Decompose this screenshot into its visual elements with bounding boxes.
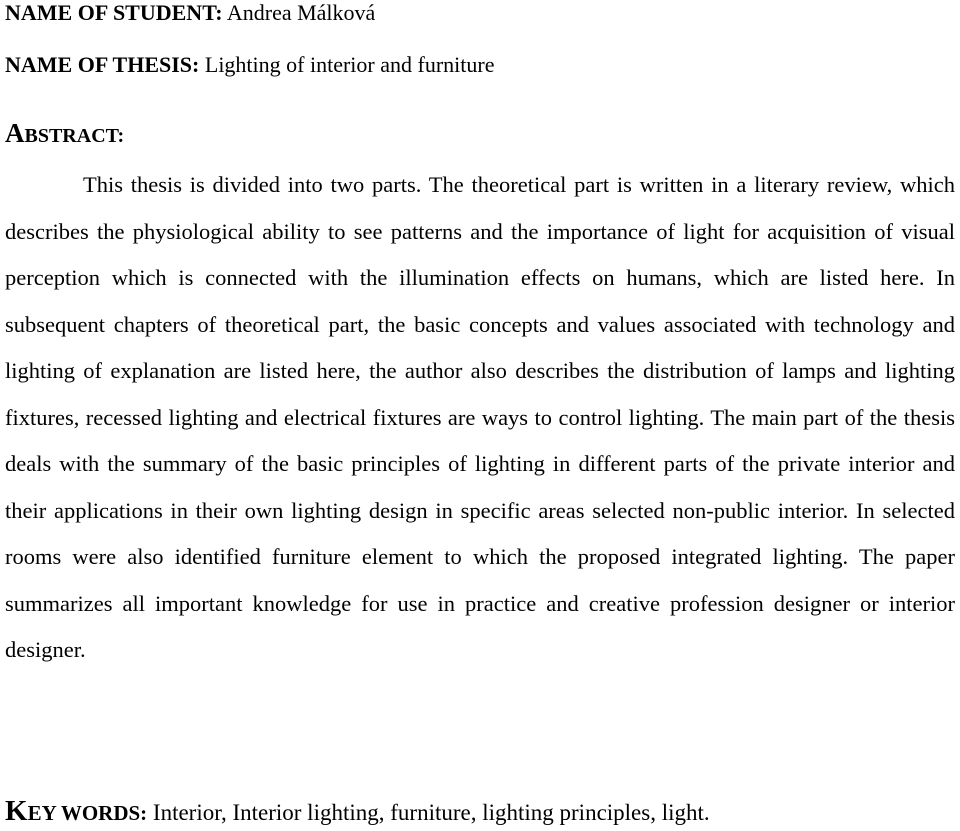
keywords-label-middle: EY	[27, 801, 61, 825]
keywords-label	[5, 795, 148, 827]
student-name-line	[5, 0, 375, 26]
abstract-text: This thesis is divided into two parts. The theoretical part is written in a literary review, which describes the physiological ability to see patterns and the importance of light for acquisition of visual perception which is connected with the illumination effects on humans, which are listed here. In subsequent chapters of theoretical part, the basic concepts and values associated with technology and lighting of explanation are listed here, the author also describes the distribution of lamps and lighting fixtures, recessed lighting and electrical fixtures are ways to control lighting. The main part of the thesis deals with the summary of the basic principles of lighting in different parts of the private interior and their applications in their own lighting design in specific areas selected non-public interior. In selected rooms were also identified furniture element to which the proposed integrated lighting. The paper summarizes all important knowledge for use in practice and creative profession designer or interior designer.	[5, 172, 955, 662]
keywords-value: Interior, Interior lighting, furniture, lighting principles, light.	[152, 800, 710, 825]
thesis-name-label: NAME OF THESIS:	[5, 52, 200, 77]
abstract-heading-rest: BSTRACT:	[24, 125, 125, 147]
keywords-label-initial-k: K	[5, 795, 28, 827]
keywords-label-rest: ORDS:	[81, 801, 148, 825]
thesis-name-value: Lighting of interior and furniture	[204, 52, 495, 77]
student-name-label: NAME OF STUDENT:	[5, 0, 223, 25]
student-name-value: Andrea Málková	[226, 0, 376, 25]
abstract-heading	[5, 118, 124, 153]
thesis-name-line	[5, 52, 494, 78]
keywords-label-initial-w: W	[60, 801, 82, 825]
abstract-heading-initial: A	[5, 118, 25, 148]
keywords-line	[5, 794, 710, 830]
